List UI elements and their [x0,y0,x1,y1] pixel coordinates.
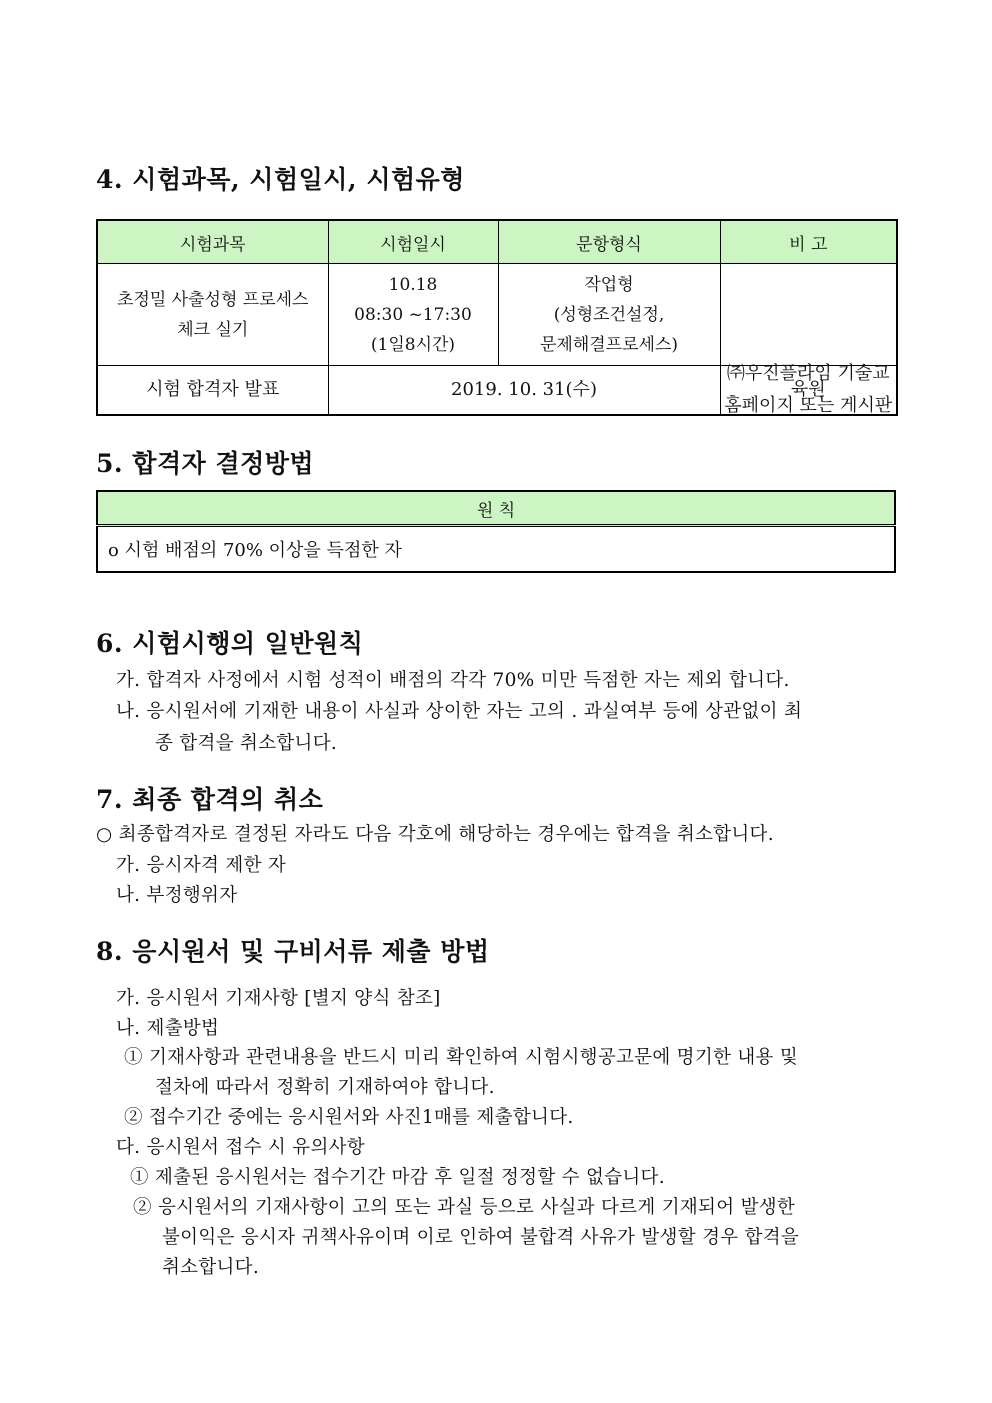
datetime-line-2: 08:30 ~17:30 [354,304,472,325]
header-remark: 비 고 [720,220,897,264]
section-7-item-na: 나. 부정행위자 [116,885,238,906]
section-7-intro: ○ 최종합격자로 결정된 자라도 다음 각호에 해당하는 경우에는 합격을 취소합니다. [96,824,774,845]
section-8-da-2: ② 응시원서의 기재사항이 고의 또는 과실 등으로 사실과 다르게 기재되어 발생한 [133,1197,796,1218]
section-8-na-2: ② 접수기간 중에는 응시원서와 사진1매를 제출합니다. [124,1107,574,1128]
announce-note [720,363,897,416]
cell-subject [97,264,328,366]
section-4-title: 4. 시험과목, 시험일시, 시험유형 [96,165,465,194]
principle-content: o 시험 배점의 70% 이상을 득점한 자 [97,526,895,573]
section-6-item-na: 나. 응시원서에 기재한 내용이 사실과 상이한 자는 고의 . 과실여부 등에 상관없이 최 [116,701,803,722]
header-datetime: 시험일시 [328,220,498,264]
exam-schedule-table [96,219,898,416]
section-8-na-1-cont: 절차에 따라서 정확히 기재하여야 합니다. [155,1077,495,1098]
section-6-title: 6. 시험시행의 일반원칙 [96,629,364,658]
subject-line-2: 체크 실기 [177,319,249,340]
section-8-da-2-cont-2: 취소합니다. [162,1257,260,1278]
format-line-2: (성형조건설정, [553,304,665,325]
header-subject: 시험과목 [97,220,328,264]
section-8-item-da: 다. 응시원서 접수 시 유의사항 [116,1137,365,1158]
cell-remark [720,264,897,366]
datetime-line-1: 10.18 [388,274,438,295]
pass-criteria-table [96,490,896,573]
announce-note-line-1: ㈜우진플라임 기술교육원 [726,363,890,400]
header-format: 문항형식 [498,220,720,264]
announce-date: 2019. 10. 31(수) [328,366,720,416]
section-6-item-ga: 가. 합격자 사정에서 시험 성적이 배점의 각각 70% 미만 득점한 자는 제외 합니다. [116,670,790,691]
section-7-item-ga: 가. 응시자격 제한 자 [116,855,287,876]
section-5-title: 5. 합격자 결정방법 [96,449,315,478]
section-8-item-na: 나. 제출방법 [116,1018,220,1039]
subject-line-1: 초정밀 사출성형 프로세스 [117,289,309,310]
datetime-line-3: (1일8시간) [370,334,456,355]
section-8-title: 8. 응시원서 및 구비서류 제출 방법 [96,937,490,966]
cell-datetime [328,264,498,366]
section-8-item-ga: 가. 응시원서 기재사항 [별지 양식 참조] [116,988,441,1009]
section-6-item-na-cont: 종 합격을 취소합니다. [155,733,338,754]
cell-format [498,264,720,366]
section-7-title: 7. 최종 합격의 취소 [96,785,324,814]
section-8-da-1: ① 제출된 응시원서는 접수기간 마감 후 일절 정정할 수 없습니다. [130,1167,665,1188]
format-line-1: 작업형 [584,274,634,295]
section-8-na-1: ① 기재사항과 관련내용을 반드시 미리 확인하여 시험시행공고문에 명기한 내용 및 [124,1047,799,1068]
announce-label: 시험 합격자 발표 [97,366,328,416]
format-line-3: 문제해결프로세스) [539,334,678,355]
principle-header: 원 칙 [97,491,895,526]
announce-note-line-2: 홈페이지 또는 게시판 [724,395,893,416]
section-8-da-2-cont: 불이익은 응시자 귀책사유이며 이로 인하여 불합격 사유가 발생할 경우 합격을 [162,1227,800,1248]
